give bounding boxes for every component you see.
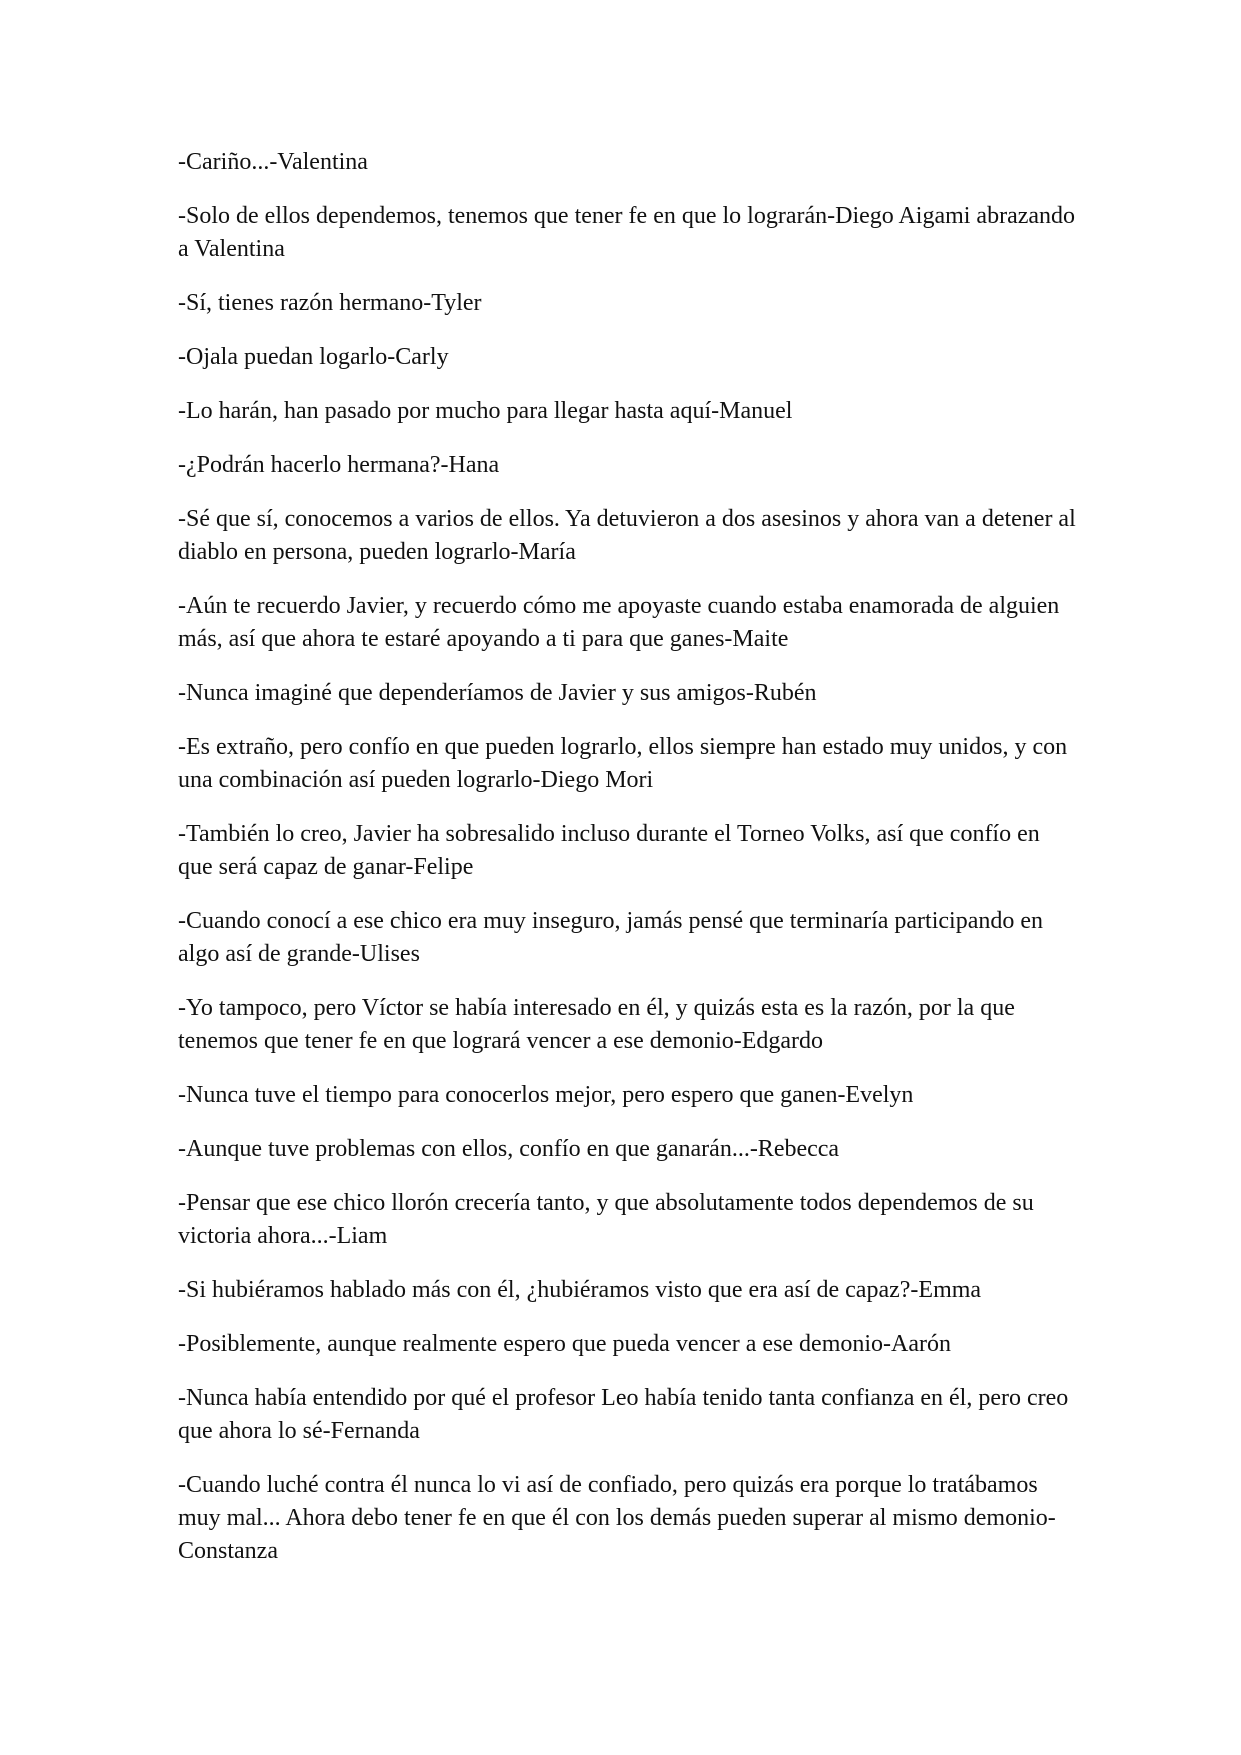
dialogue-line: -Es extraño, pero confío en que pueden lograrlo, ellos siempre han estado muy unidos, y con una combinación así pueden lograrlo-Diego Mori (178, 734, 1068, 793)
dialogue-line: -Cuando luché contra él nunca lo vi así de confiado, pero quizás era porque lo tratábamos muy mal... Ahora debo tener fe en que él con los demás pueden superar al mismo demonio-Constanza (178, 1472, 1056, 1564)
dialogue-line: -También lo creo, Javier ha sobresalido incluso durante el Torneo Volks, así que confío en que será capaz de ganar-Felipe (178, 821, 1040, 880)
dialogue-line: -Ojala puedan logarlo-Carly (178, 344, 449, 370)
dialogue-line: -Yo tampoco, pero Víctor se había interesado en él, y quizás esta es la razón, por la que tenemos que tener fe en que logrará vencer a ese demonio-Edgardo (178, 995, 1015, 1054)
dialogue-line: -Solo de ellos dependemos, tenemos que tener fe en que lo lograrán-Diego Aigami abrazando a Valentina (178, 203, 1076, 262)
dialogue-line: -Nunca tuve el tiempo para conocerlos mejor, pero espero que ganen-Evelyn (178, 1082, 914, 1108)
dialogue-line: -Lo harán, han pasado por mucho para llegar hasta aquí-Manuel (178, 398, 793, 424)
dialogue-line: -Posiblemente, aunque realmente espero que pueda vencer a ese demonio-Aarón (178, 1331, 952, 1357)
dialogue-line: -Sí, tienes razón hermano-Tyler (178, 290, 482, 316)
dialogue-line: -Nunca imaginé que dependeríamos de Javier y sus amigos-Rubén (178, 680, 817, 706)
dialogue-text-block (178, 146, 1078, 1589)
dialogue-line: -Cariño...-Valentina (178, 149, 368, 175)
dialogue-line: -Cuando conocí a ese chico era muy inseguro, jamás pensé que terminaría participando en algo así de grande-Ulises (178, 908, 1044, 967)
dialogue-line: -Aún te recuerdo Javier, y recuerdo cómo me apoyaste cuando estaba enamorada de alguien más, así que ahora te estaré apoyando a ti para que ganes-Maite (178, 593, 1060, 652)
dialogue-line: -Pensar que ese chico llorón crecería tanto, y que absolutamente todos dependemos de su victoria ahora...-Liam (178, 1190, 1034, 1249)
dialogue-line: -¿Podrán hacerlo hermana?-Hana (178, 452, 500, 478)
dialogue-line: -Sé que sí, conocemos a varios de ellos. Ya detuvieron a dos asesinos y ahora van a detener al diablo en persona, pueden lograrlo-María (178, 506, 1076, 565)
dialogue-line: -Si hubiéramos hablado más con él, ¿hubiéramos visto que era así de capaz?-Emma (178, 1277, 982, 1303)
dialogue-line: -Aunque tuve problemas con ellos, confío en que ganarán...-Rebecca (178, 1136, 840, 1162)
dialogue-line: -Nunca había entendido por qué el profesor Leo había tenido tanta confianza en él, pero creo que ahora lo sé-Fernanda (178, 1385, 1069, 1444)
